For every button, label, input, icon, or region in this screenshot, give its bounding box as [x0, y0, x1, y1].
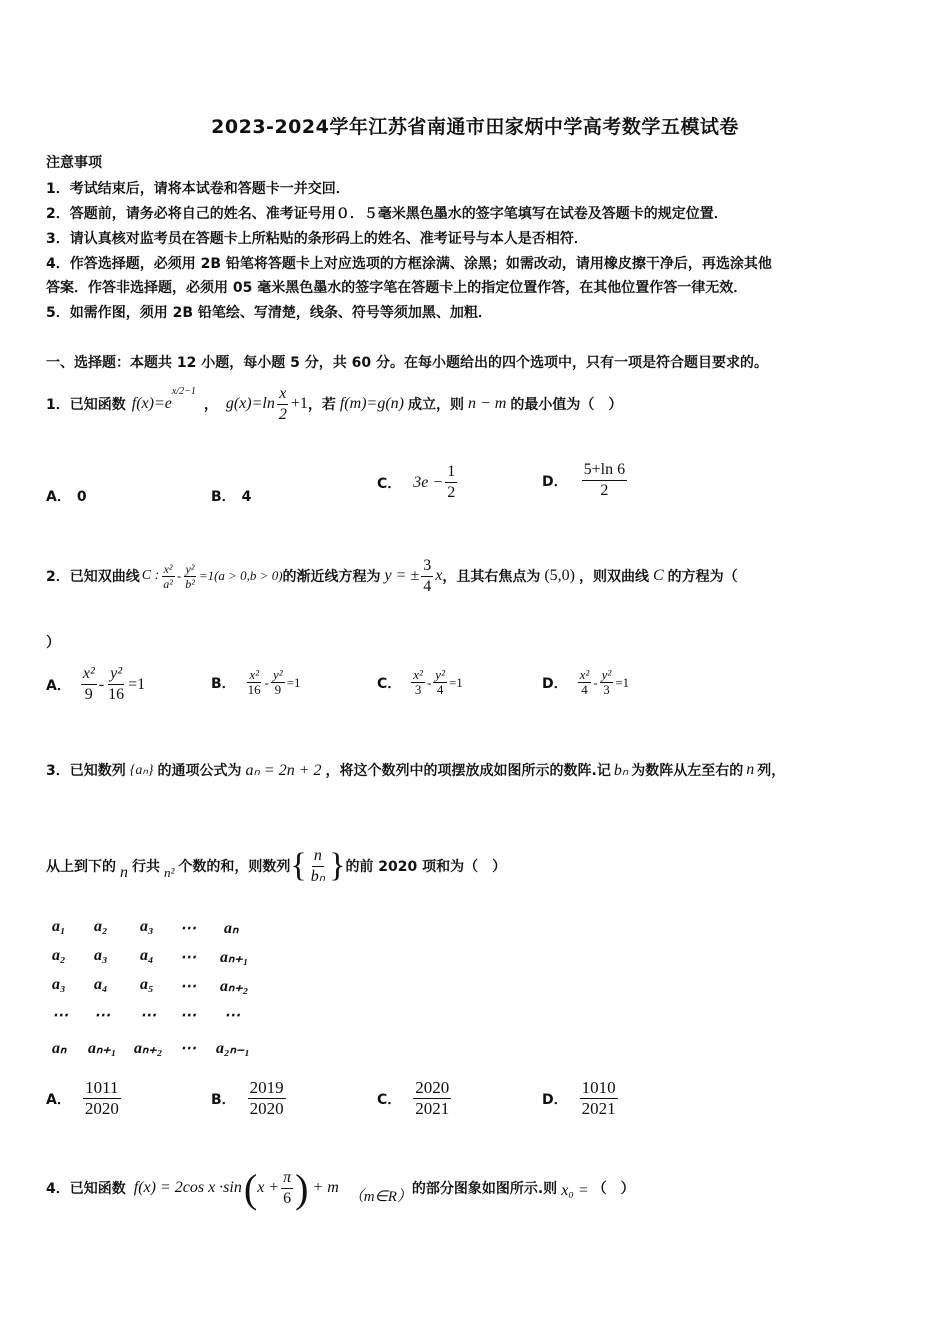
- q3-bn: bₙ: [613, 762, 629, 779]
- option-x-frac: [81, 664, 97, 705]
- option-label: B．: [211, 489, 236, 505]
- q4-end: （ ）: [592, 1181, 635, 1197]
- option-label: C．: [377, 475, 402, 492]
- q1-g-frac-den: 2: [278, 405, 287, 423]
- array-cell: aₙ: [52, 1040, 67, 1057]
- frac-num: 3: [421, 556, 433, 577]
- option-label: B．: [211, 675, 236, 692]
- q2-close-paren: ）: [46, 635, 60, 651]
- option-x-frac: [578, 668, 592, 697]
- q3-line2-frac: [309, 846, 327, 887]
- frac-num: x²: [163, 561, 173, 576]
- q3-line2-n: n: [120, 864, 128, 881]
- option-frac: [83, 1078, 121, 1119]
- q4-prefix: 4．已知函数: [46, 1181, 126, 1197]
- array-cell: ⋯: [52, 1007, 68, 1024]
- question-2: 2．已知双曲线 C : $\frac{\text{x²}}{\text{a²}}$ - $\frac{\text{y²}}{\text{b²}}$ =1(a > 0,b > 0) 的渐近线方程为 y = ± $\frac{3}{4}$ x ，且其右焦点为 (5,0) ，则双曲线 C 的方程为（: [46, 556, 738, 595]
- notice-heading: 注意事项: [46, 155, 102, 171]
- array-cell: a₃: [140, 918, 154, 935]
- frac-num: 1011: [85, 1078, 119, 1097]
- frac-den: bₙ: [310, 867, 326, 885]
- frac-den: b²: [185, 576, 195, 591]
- exam-title: 2023-2024学年江苏省南通市田家炳中学高考数学五模试卷: [211, 116, 739, 138]
- q2-option-b[interactable]: B． $\frac{\text{x²}}{16}$ - $\frac{\text{y²}}{9}$ =1: [211, 667, 301, 697]
- question-3-line2: 从上到下的 n 行共 n² 个数的和，则数列 { $\frac{n}{\text{bₙ}}$ } 的前 2020 项和为（ ）: [46, 846, 507, 885]
- array-cell: a₂ₙ₋₁: [216, 1040, 250, 1057]
- q2-mid2: ，且其右焦点为: [442, 569, 541, 585]
- array-cell: aₙ₊₂: [134, 1040, 163, 1057]
- frac-den: 4: [423, 577, 432, 595]
- frac-num: y²: [601, 667, 612, 682]
- frac-den: 2021: [581, 1099, 616, 1118]
- option-label: C．: [377, 1091, 402, 1108]
- q3-suffix: 列，: [757, 763, 786, 779]
- notice-item-5: 5．如需作图，须用 2B 铅笔绘、写清楚，线条、符号等须加黑、加粗．: [46, 305, 492, 321]
- q2-mid3: ，则双曲线: [579, 569, 649, 585]
- q2-suffix: 的方程为（: [667, 569, 738, 585]
- q2-curve-y-frac: [183, 562, 197, 591]
- q1-cond: f(m)=g(n): [339, 395, 404, 412]
- frac-num: x²: [81, 664, 97, 685]
- array-cell: ⋯: [180, 949, 196, 966]
- question-4: 4．已知函数 f(x) = 2cos x ·sin ( x + $\frac{\pi}{6}$ ) + m （m∈R） 的部分图象如图所示.则 x₀ = （ ）: [46, 1165, 635, 1211]
- frac-den: 2: [600, 482, 609, 499]
- q1-option-a[interactable]: [46, 486, 87, 506]
- frac-den: 2021: [415, 1099, 450, 1118]
- q3-formula: aₙ = 2n + 2: [245, 762, 322, 779]
- frac-num: n: [312, 846, 324, 867]
- array-cell: ⋯: [94, 1007, 110, 1024]
- q1-option-c[interactable]: [377, 462, 459, 503]
- q3-line2-c: 个数的和，则数列: [178, 859, 291, 875]
- q1-g-tail: +1: [290, 395, 308, 412]
- q3-option-d[interactable]: [542, 1078, 620, 1119]
- option-y-frac: [106, 664, 126, 705]
- option-x-frac: [246, 668, 263, 697]
- frac-num: x²: [579, 667, 590, 682]
- q4-paren-x: x +: [257, 1179, 280, 1196]
- frac-num: 5+ln 6: [582, 460, 627, 481]
- q2-option-d[interactable]: D． $\frac{\text{x²}}{4}$ - $\frac{\text{y²}}{3}$ =1: [542, 667, 630, 697]
- frac-den: 2020: [249, 1099, 284, 1118]
- notice-item-1: 1．考试结束后，请将本试卷和答题卡一并交回．: [46, 181, 350, 197]
- frac-den: 3: [414, 682, 422, 697]
- frac-den: 2020: [84, 1099, 119, 1118]
- q1-g-frac-num: x: [277, 384, 288, 405]
- frac-num: 1: [445, 462, 457, 483]
- q4-cond: （m∈R）: [348, 1188, 412, 1205]
- q3-option-a[interactable]: [46, 1078, 123, 1119]
- q3-line2-n2: n²: [164, 865, 175, 880]
- q2-asym-x: x: [435, 567, 443, 584]
- option-label: D．: [542, 675, 568, 692]
- frac-num: x²: [413, 667, 423, 682]
- array-cell: aₙ₊₂: [220, 978, 249, 995]
- option-label: D．: [542, 1091, 568, 1108]
- q3-seq: {aₙ}: [129, 762, 154, 778]
- q4-tail: + m: [312, 1179, 339, 1196]
- notice-item-4: 4．作答选择题，必须用 2B 铅笔将答题卡上对应选项的方框涂满、涂黑；如需改动，请用橡皮擦干净后，再选涂其他: [46, 256, 772, 272]
- frac-num: 2020: [415, 1078, 450, 1097]
- q2-curve-x-frac: [161, 562, 175, 591]
- q3-mid2: ，将这个数列中的项摆放成如图所示的数阵.记: [325, 763, 611, 779]
- array-cell: a₄: [94, 976, 108, 993]
- q3-line2-b: 行共: [132, 859, 160, 875]
- q1-option-b[interactable]: [211, 486, 251, 506]
- q1-g-frac: [277, 384, 289, 425]
- option-label: C．: [377, 675, 402, 692]
- option-y-frac: [271, 668, 285, 697]
- q2-mid: 的渐近线方程为: [282, 569, 381, 585]
- q2-prefix: 2．已知双曲线: [46, 569, 140, 585]
- q3-mid: 的通项公式为: [157, 763, 242, 779]
- option-label: B．: [211, 1091, 236, 1108]
- q1-option-d[interactable]: [542, 460, 629, 501]
- frac-den: 9: [84, 686, 93, 703]
- notice-item-4-cont: 答案．作答非选择题，必须用 05 毫米黑色墨水的签字笔在答题卡上的指定位置作答，在其他位置作答一律无效．: [46, 280, 748, 296]
- array-cell: ⋯: [180, 1040, 196, 1057]
- q2-option-a[interactable]: A． $\frac{\text{x²}}{9}$ - $\frac{\text{y²}}{16}$ =1: [46, 665, 146, 703]
- q3-mid3: 为数阵从左至右的: [631, 763, 744, 779]
- q2-curve: C :: [141, 568, 160, 583]
- array-cell: aₙ₊₁: [88, 1040, 117, 1057]
- option-label: A．: [46, 1091, 71, 1108]
- frac-den: 2: [447, 484, 456, 501]
- q1-f-exponent: x/2−1: [171, 386, 196, 397]
- q2-option-c[interactable]: C． $\frac{\text{x²}}{3}$ - $\frac{\text{y²}}{4}$ =1: [377, 667, 463, 697]
- frac-den: 16: [108, 686, 125, 703]
- q4-suffix: 的部分图象如图所示.则: [411, 1181, 558, 1197]
- q1-prefix: 1．已知函数: [46, 397, 126, 413]
- option-frac: [580, 1078, 618, 1119]
- q3-line2-a: 从上到下的: [46, 859, 116, 875]
- option-label: A．: [46, 489, 71, 505]
- array-cell: a₃: [94, 947, 108, 964]
- question-3: [46, 752, 785, 788]
- q1-f-def: f(x)=e: [131, 395, 172, 412]
- frac-num: y²: [273, 667, 283, 682]
- option-x-frac: [411, 668, 425, 697]
- frac-num: 1010: [581, 1078, 616, 1097]
- frac-num: 2019: [249, 1078, 284, 1097]
- option-y-frac: [433, 668, 447, 697]
- frac-num: y²: [435, 667, 445, 682]
- option-label: A．: [46, 677, 71, 694]
- option-frac: [248, 1078, 286, 1119]
- array-cell: a₂: [94, 918, 108, 935]
- q1-mid2: 成立，则: [407, 397, 464, 413]
- q3-line2-d: 的前 2020 项和为（ ）: [345, 859, 507, 875]
- section-heading: 一、选择题：本题共 12 小题，每小题 5 分，共 60 分。在每小题给出的四个选项中，只有一项是符合题目要求的。: [46, 355, 768, 371]
- array-cell: a₃: [52, 976, 66, 993]
- q1-suffix: 的最小值为（ ）: [510, 397, 623, 413]
- array-cell: aₙ: [224, 920, 239, 937]
- array-cell: ⋯: [180, 1007, 196, 1024]
- option-frac: [582, 460, 627, 501]
- option-value: 3e −: [413, 473, 444, 491]
- option-value: 0: [76, 489, 87, 505]
- option-frac: [413, 1078, 451, 1119]
- frac-den: 16: [247, 682, 261, 697]
- option-y-frac: [600, 668, 614, 697]
- q2-asym: y = ±: [384, 567, 420, 584]
- frac-den: 4: [436, 682, 444, 697]
- array-cell: ⋯: [140, 1007, 156, 1024]
- option-value: 4: [241, 489, 252, 505]
- q2-c: C: [653, 567, 664, 584]
- frac-den: 4: [581, 682, 588, 697]
- frac-den: 3: [603, 682, 610, 697]
- array-cell: ⋯: [224, 1007, 240, 1024]
- array-cell: ⋯: [180, 978, 196, 995]
- q2-asym-frac: [421, 556, 433, 597]
- q1-mid: ，若: [307, 397, 336, 413]
- q4-x0: x₀ =: [561, 1182, 589, 1199]
- q2-curve-cond: =1(a > 0,b > 0): [198, 568, 283, 583]
- frac-den: a²: [163, 576, 173, 591]
- array-cell: a₄: [140, 947, 154, 964]
- array-cell: ⋯: [180, 920, 196, 937]
- q3-n: n: [746, 761, 755, 778]
- option-label: D．: [542, 473, 568, 490]
- q3-option-b[interactable]: [211, 1078, 288, 1119]
- q3-prefix: 3．已知数列: [46, 763, 126, 779]
- frac-num: y²: [185, 561, 195, 576]
- q1-g-def: g(x)=ln: [225, 395, 275, 412]
- q1-expr: n − m: [467, 395, 507, 412]
- frac-den: 6: [283, 1189, 292, 1207]
- frac-num: x²: [249, 667, 259, 682]
- question-1: 1．已知函数 f(x)=e x/2−1 ， g(x)=ln $\frac{x}{2}$ +1 ，若 f(m)=g(n) 成立，则 n − m 的最小值为（ ）: [46, 384, 623, 423]
- option-frac: [445, 462, 457, 503]
- q4-pi-frac: [281, 1168, 293, 1209]
- frac-num: π: [281, 1168, 293, 1189]
- notice-item-3: 3．请认真核对监考员在答题卡上所粘贴的条形码上的姓名、准考证号与本人是否相符．: [46, 231, 588, 247]
- array-cell: aₙ₊₁: [220, 949, 249, 966]
- array-cell: a₁: [52, 918, 66, 935]
- array-cell: a₅: [140, 976, 154, 993]
- notice-item-2: 2．答题前，请务必将自己的姓名、准考证号用０．５毫米黑色墨水的签字笔填写在试卷及答题卡的规定位置．: [46, 206, 728, 222]
- q4-f: f(x) = 2cos x ·sin: [133, 1179, 242, 1196]
- q3-option-c[interactable]: [377, 1078, 453, 1119]
- q2-focus: (5,0): [544, 567, 575, 584]
- frac-den: 9: [274, 682, 282, 697]
- array-cell: a₂: [52, 947, 66, 964]
- frac-num: y²: [108, 664, 124, 685]
